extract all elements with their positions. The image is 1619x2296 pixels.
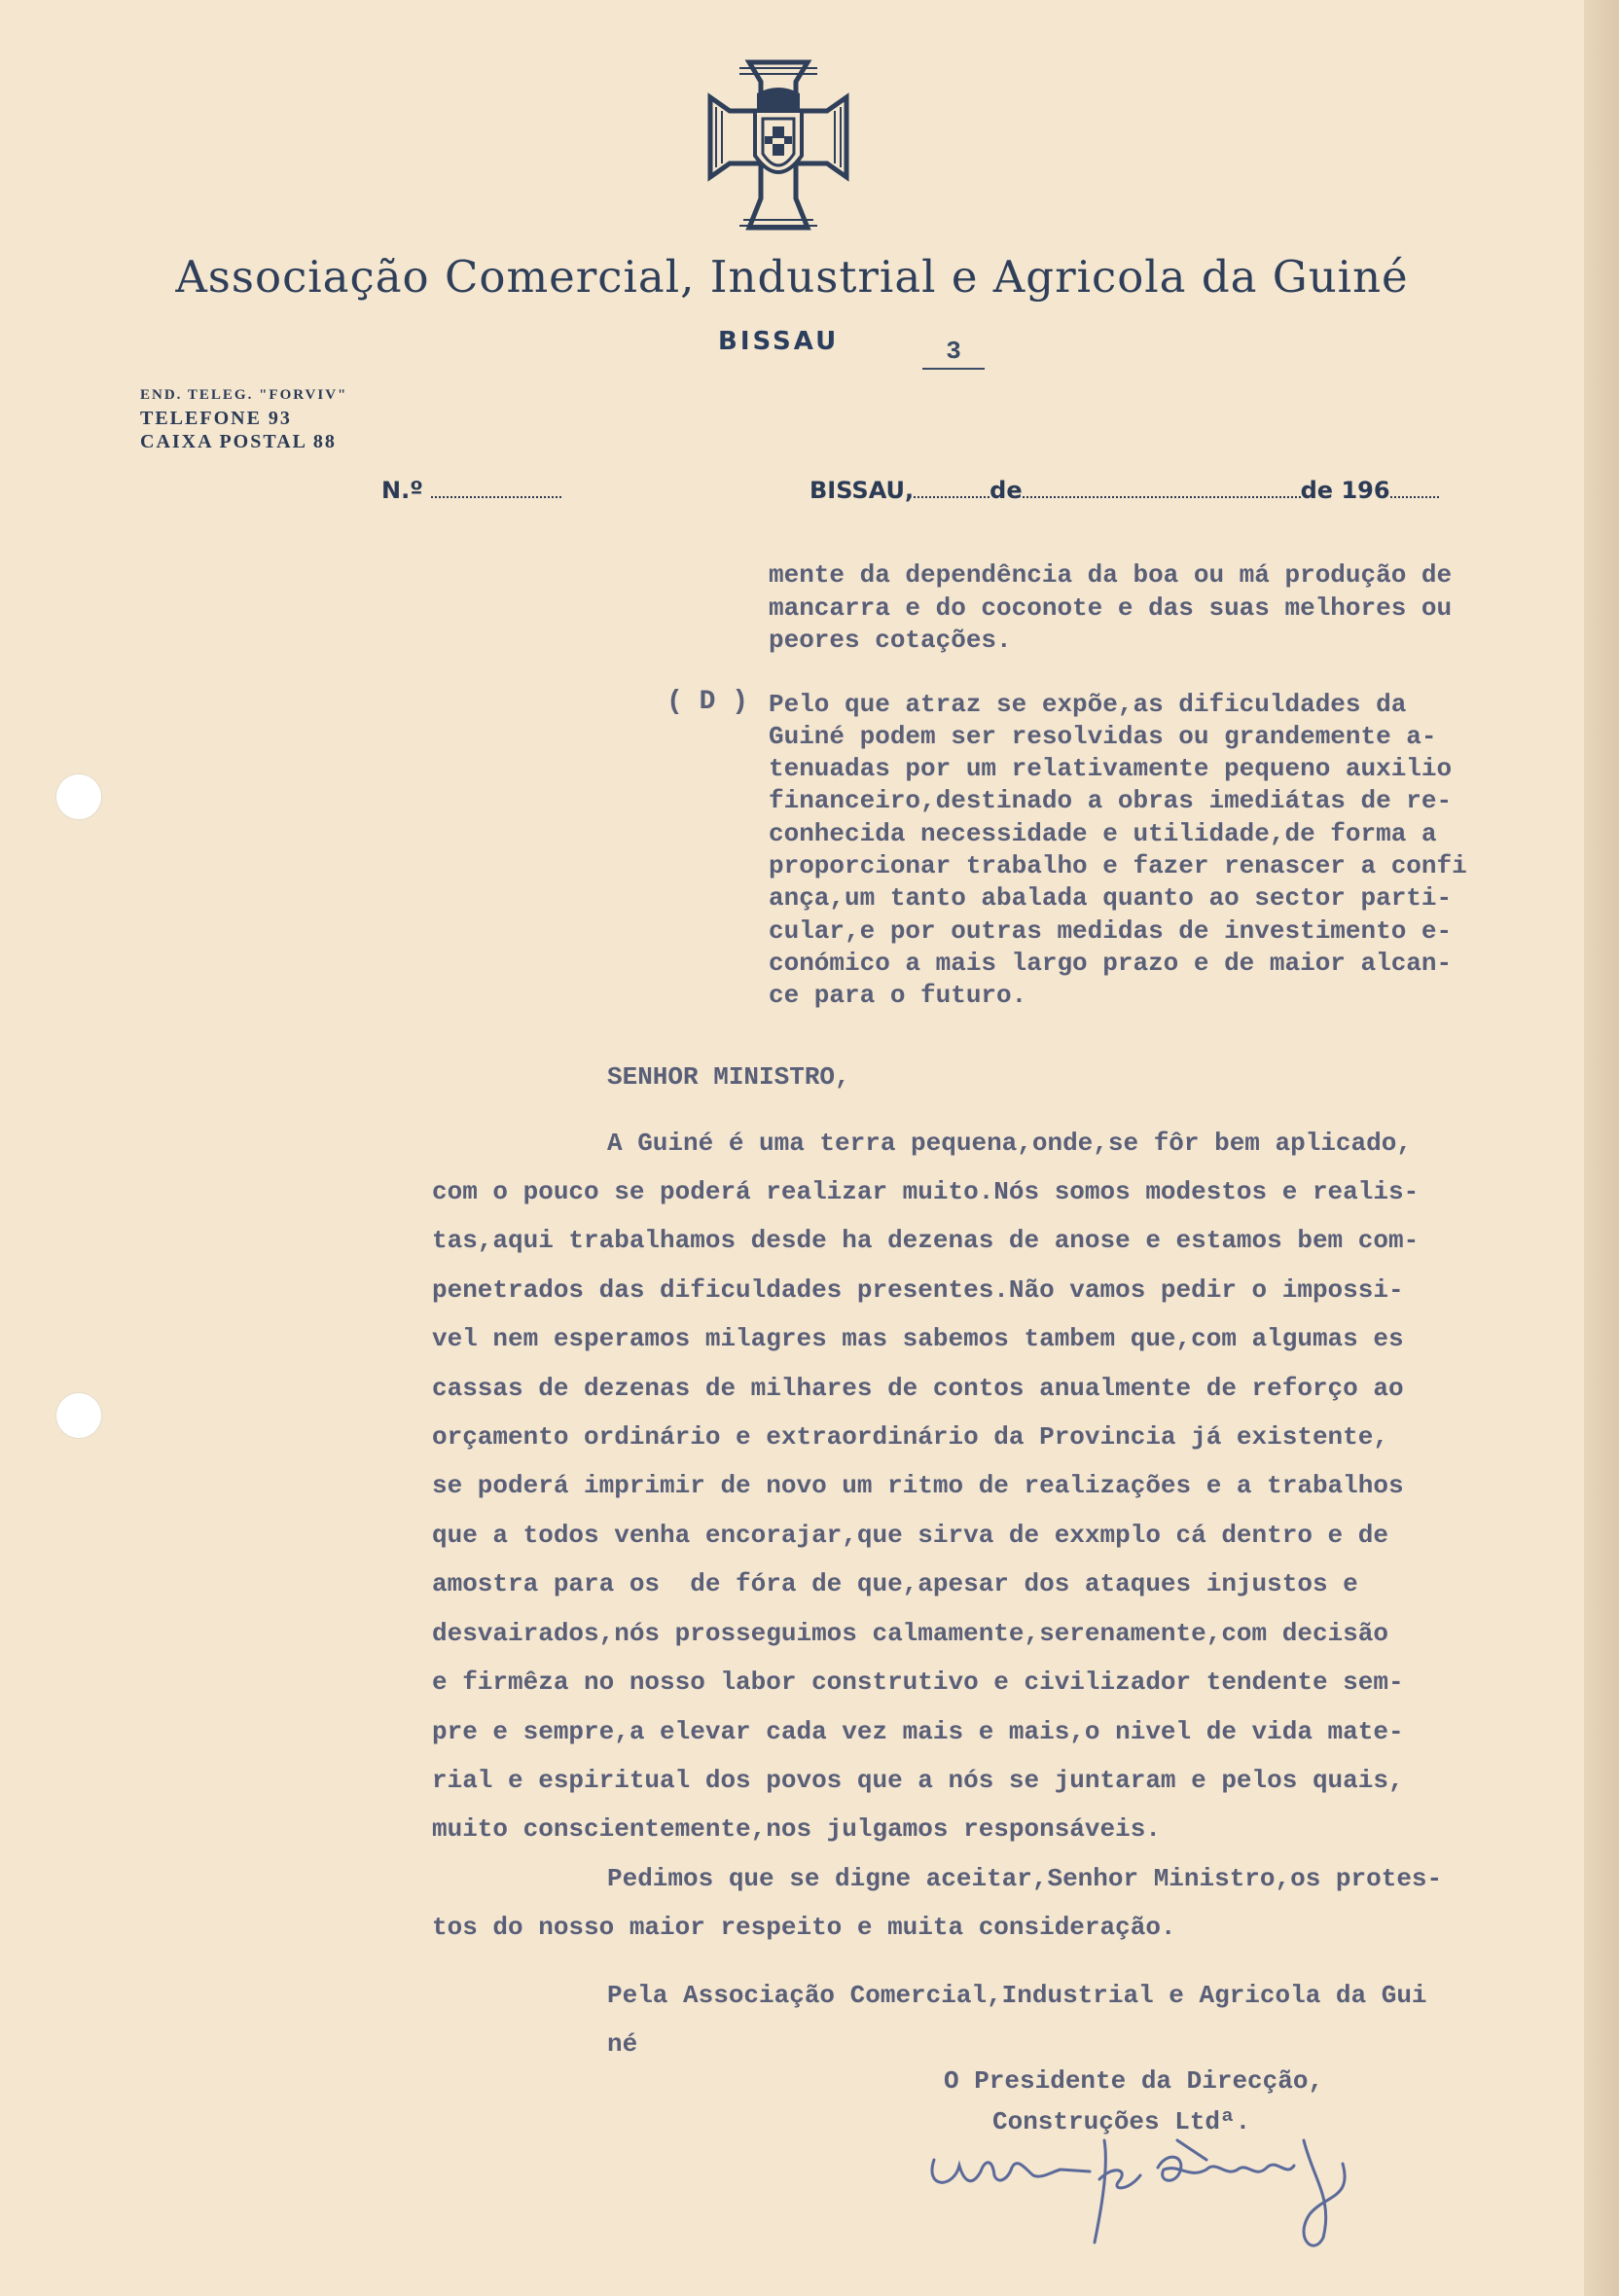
- closing-line: tos do nosso maior respeito e muita consideração.: [432, 1913, 1176, 1942]
- paragraph-line: mancarra e do coconote e das suas melhores ou: [769, 593, 1453, 623]
- body-line: e firmêza no nosso labor construtivo e civilizador tendente sem-: [432, 1668, 1404, 1697]
- point-line: conhecida necessidade e utilidade,de forma a: [769, 819, 1437, 848]
- signer-title: O Presidente da Direcção,: [944, 2066, 1324, 2096]
- body-line: que a todos venha encorajar,que sirva de exxmplo cá dentro e de: [432, 1521, 1388, 1550]
- body-line: cassas de dezenas de milhares de contos anualmente de reforço ao: [432, 1374, 1404, 1403]
- body-line: desvairados,nós prosseguimos calmamente,serenamente,com decisão: [432, 1619, 1388, 1648]
- paragraph-line: mente da dependência da boa ou má produção de: [769, 560, 1453, 590]
- point-label: ( D ): [666, 687, 749, 717]
- contact-block: [140, 383, 347, 453]
- body-line: orçamento ordinário e extraordinário da Provincia já existente,: [432, 1422, 1388, 1452]
- body-line: rial e espiritual dos povos que a nós se juntaram e pelos quais,: [432, 1766, 1404, 1795]
- month-blank: [1023, 477, 1301, 498]
- body-line: amostra para os de fóra de que,apesar dos ataques injustos e: [432, 1569, 1358, 1598]
- point-line: conómico a mais largo prazo e de maior alcan-: [769, 949, 1453, 978]
- date-line: [810, 477, 1439, 504]
- body-line: penetrados das dificuldades presentes.Não vamos pedir o impossi-: [432, 1275, 1404, 1305]
- signoff-line: né: [607, 2029, 638, 2059]
- organization-name: Associação Comercial, Industrial e Agricola da Guiné: [175, 251, 1409, 303]
- body-line: se poderá imprimir de novo um ritmo de realizações e a trabalhos: [432, 1471, 1404, 1500]
- body-line: A Guiné é uma terra pequena,onde,se fôr bem aplicado,: [607, 1129, 1412, 1158]
- body-line: com o pouco se poderá realizar muito.Nós somos modestos e realis-: [432, 1177, 1420, 1206]
- date-de-2: de 196: [1300, 477, 1390, 504]
- telegraph-address: END. TELEG. "FORVIV": [140, 387, 348, 403]
- telephone: TELEFONE 93: [140, 408, 292, 429]
- day-blank: [914, 477, 989, 498]
- point-line: ce para o futuro.: [769, 981, 1027, 1010]
- body-line: muito conscientemente,nos julgamos responsáveis.: [432, 1814, 1161, 1844]
- closing-line: Pedimos que se digne aceitar,Senhor Ministro,os protes-: [607, 1864, 1443, 1893]
- letterhead-city: BISSAU: [718, 327, 840, 356]
- body-line: vel nem esperamos milagres mas sabemos tambem que,com algumas es: [432, 1324, 1404, 1353]
- point-line: cular,e por outras medidas de investimento e-: [769, 916, 1453, 946]
- paragraph-line: peores cotações.: [769, 626, 1012, 655]
- body-line: tas,aqui trabalhamos desde ha dezenas de anose e estamos bem com-: [432, 1226, 1420, 1255]
- point-line: Guiné podem ser resolvidas ou grandemente a-: [769, 722, 1437, 751]
- point-line: tenuadas por um relativamente pequeno auxilio: [769, 754, 1453, 783]
- po-box: CAIXA POSTAL 88: [140, 431, 337, 452]
- date-city: BISSAU,: [810, 477, 915, 504]
- punch-hole-bottom: [56, 1393, 101, 1438]
- punch-hole-top: [56, 774, 101, 819]
- reference-number-field: [381, 477, 561, 504]
- point-line: Pelo que atraz se expõe,as dificuldades da: [769, 690, 1407, 719]
- body-line: pre e sempre,a elevar cada vez mais e mais,o nivel de vida mate-: [432, 1717, 1404, 1746]
- point-line: financeiro,destinado a obras imediátas de re-: [769, 786, 1453, 815]
- signer-company: Construções Ltdª.: [992, 2107, 1251, 2136]
- page-number: 3: [922, 337, 985, 370]
- salutation: SENHOR MINISTRO,: [607, 1062, 850, 1092]
- year-blank: [1390, 477, 1439, 498]
- number-blank: [431, 477, 561, 498]
- number-label: N.º: [381, 477, 423, 504]
- signoff-line: Pela Associação Comercial,Industrial e Agricola da Gui: [607, 1981, 1427, 2010]
- coat-of-arms-emblem: [681, 53, 876, 237]
- page-edge-shadow: [1584, 0, 1619, 2296]
- point-line: proporcionar trabalho e fazer renascer a confi: [769, 851, 1467, 880]
- handwritten-signature: [924, 2121, 1391, 2257]
- date-de-1: de: [989, 477, 1023, 504]
- point-line: ança,um tanto abalada quanto ao sector parti-: [769, 883, 1453, 913]
